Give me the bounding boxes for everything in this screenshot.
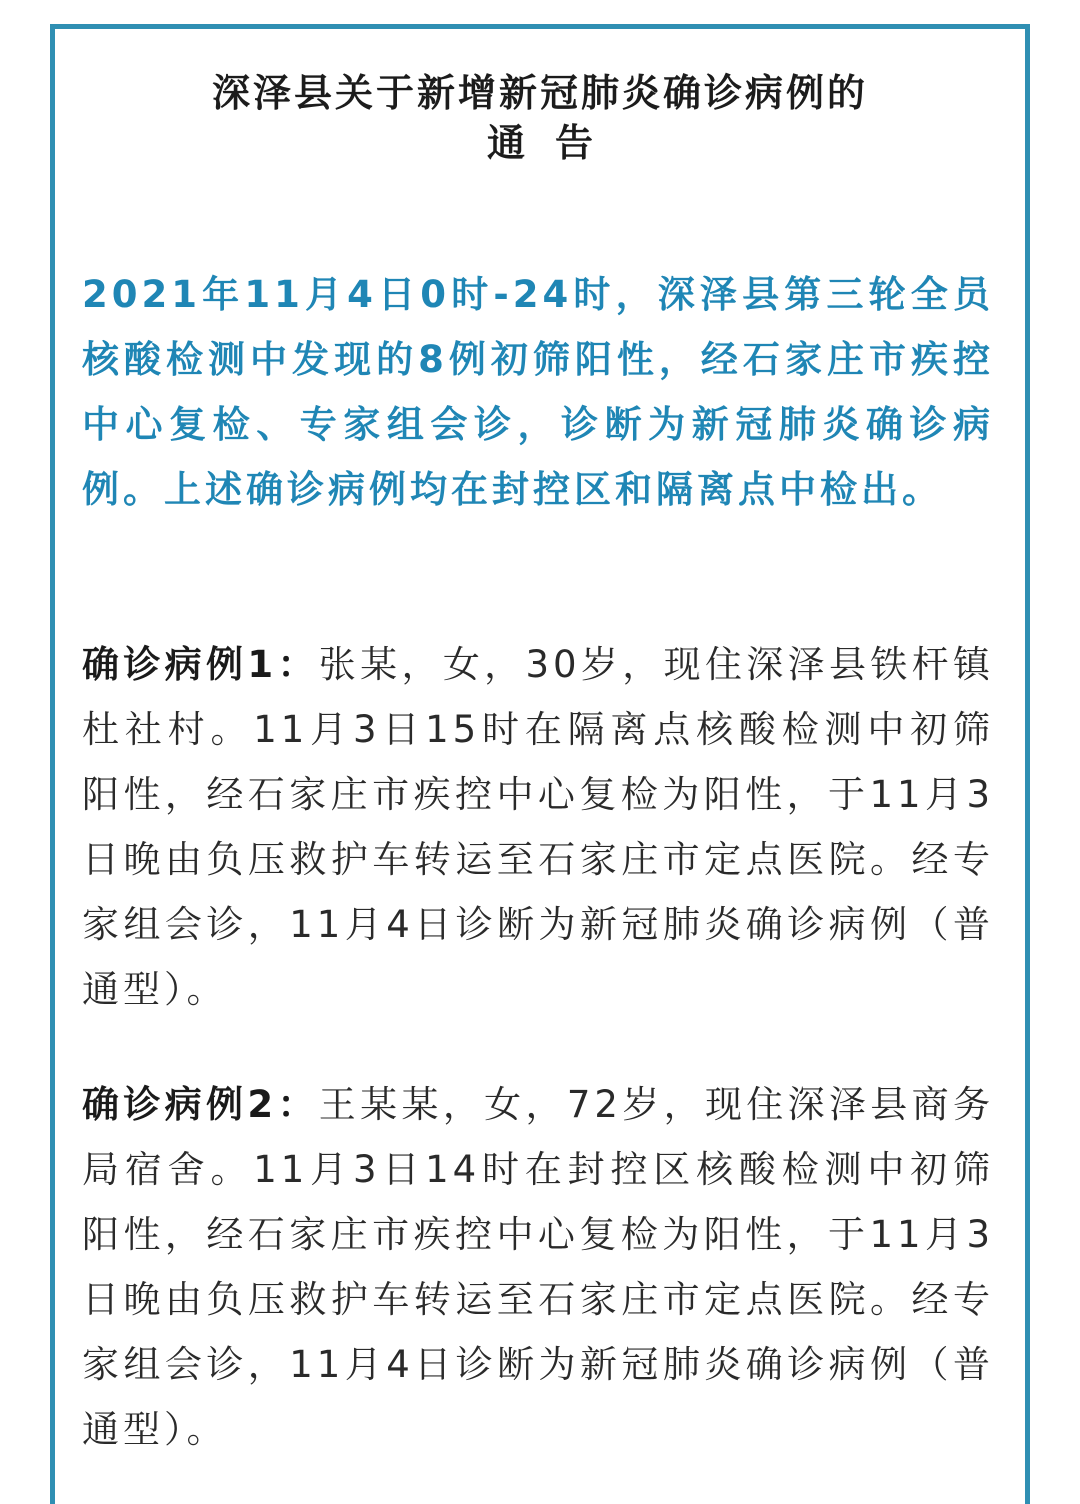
case-paragraph-2 [82,1072,994,1462]
case-label-1: 确诊病例1： [82,643,319,686]
case-paragraph-1 [82,632,994,1022]
case-text-1: 张某，女，30岁，现住深泽县铁杆镇杜社村。11月3日15时在隔离点核酸检测中初筛阳性，经石家庄市疾控中心复检为阳性，于11月3日晚由负压救护车转运至石家庄市定点医院。经专家组会诊，11月4日诊断为新冠肺炎确诊病例（普通型）。 [82,643,994,1011]
notice-subtitle: 通告 [486,121,623,165]
notice-title: 深泽县关于新增新冠肺炎确诊病例的 [211,71,868,115]
case-label-2: 确诊病例2： [82,1083,319,1126]
intro-paragraph: 2021年11月4日0时-24时，深泽县第三轮全员核酸检测中发现的8例初筛阳性，经石家庄市疾控中心复检、专家组会诊，诊断为新冠肺炎确诊病例。上述确诊病例均在封控区和隔离点中检出。 [82,273,994,511]
case-text-2: 王某某，女，72岁，现住深泽县商务局宿舍。11月3日14时在封控区核酸检测中初筛阳性，经石家庄市疾控中心复检为阳性，于11月3日晚由负压救护车转运至石家庄市定点医院。经专家组会诊，11月4日诊断为新冠肺炎确诊病例（普通型）。 [82,1083,994,1451]
